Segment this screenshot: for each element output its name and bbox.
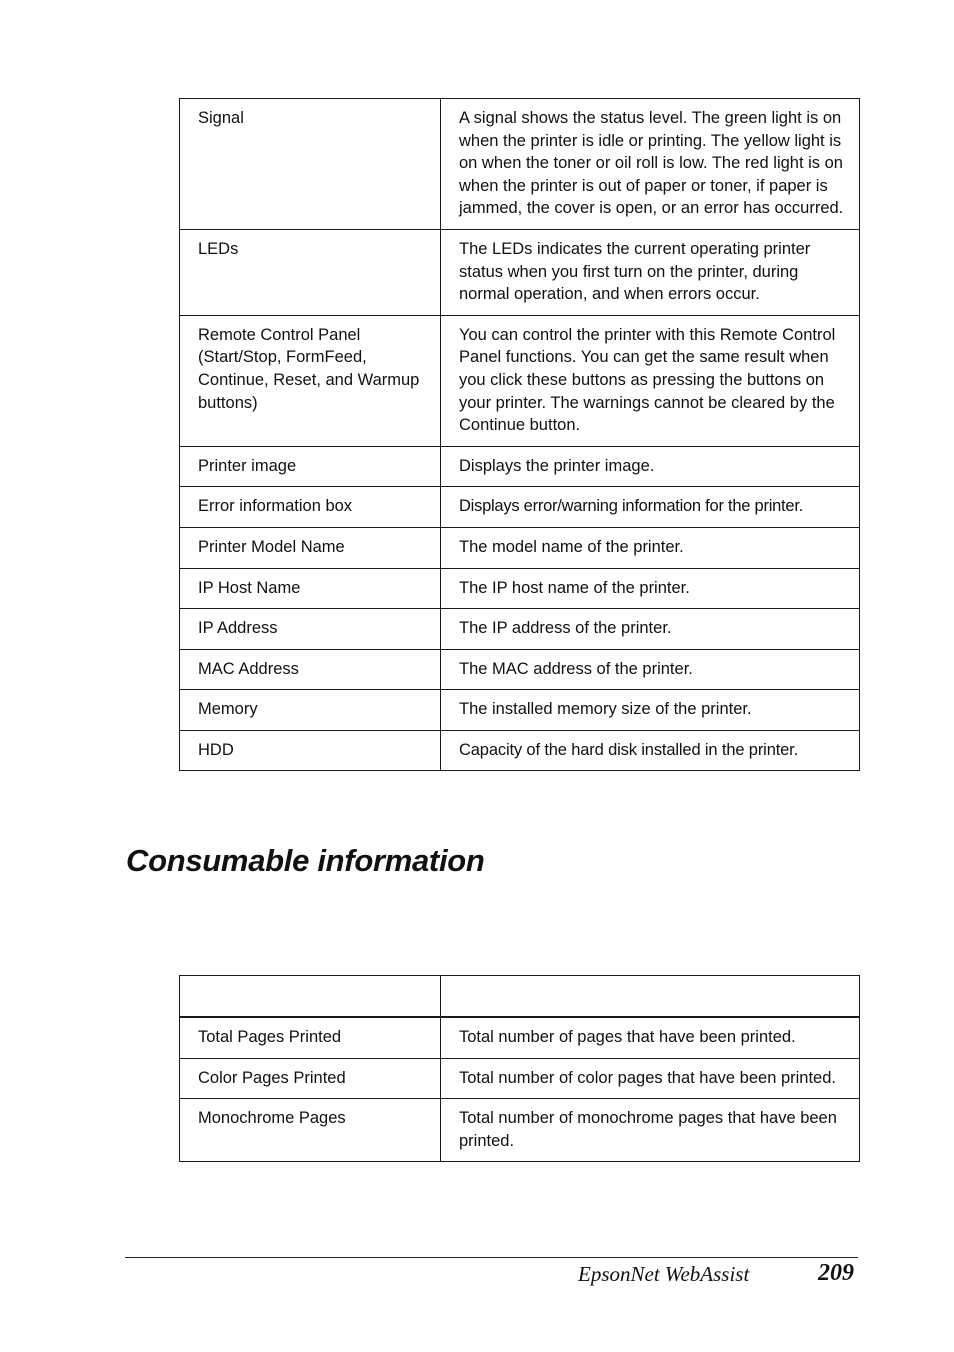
description-cell: The IP host name of the printer. <box>441 568 860 609</box>
section-heading: Consumable information <box>126 843 485 878</box>
table-row <box>180 1099 860 1162</box>
description-cell: Displays the printer image. <box>441 446 860 487</box>
table-row <box>180 229 860 315</box>
table-row <box>180 1058 860 1099</box>
item-cell: LEDs <box>180 229 441 315</box>
description-cell: The LEDs indicates the current operating printer status when you first turn on the printer, during normal operation, and when errors occur. <box>441 229 860 315</box>
item-cell: Color Pages Printed <box>180 1058 441 1099</box>
description-cell: The MAC address of the printer. <box>441 649 860 690</box>
table-row <box>180 730 860 771</box>
item-cell: Error information box <box>180 487 441 528</box>
item-cell: HDD <box>180 730 441 771</box>
description-cell: You can control the printer with this Remote Control Panel functions. You can get the same result when you click these buttons as pressing the buttons on your printer. The warnings cannot be cleared by the Continue button. <box>441 315 860 446</box>
item-cell: IP Host Name <box>180 568 441 609</box>
footer-running-title: EpsonNet WebAssist <box>578 1262 750 1286</box>
header-cell <box>180 976 441 1018</box>
page-number: 209 <box>818 1260 854 1286</box>
item-cell: MAC Address <box>180 649 441 690</box>
description-cell: Total number of monochrome pages that have been printed. <box>441 1099 860 1162</box>
table-row <box>180 690 860 731</box>
description-cell: Displays error/warning information for the printer. <box>441 487 860 528</box>
table-row <box>180 315 860 446</box>
table-row <box>180 649 860 690</box>
description-cell: Total number of color pages that have been printed. <box>441 1058 860 1099</box>
table-row <box>180 487 860 528</box>
description-cell: Total number of pages that have been printed. <box>441 1017 860 1058</box>
item-cell: Signal <box>180 99 441 230</box>
table-header-row <box>180 976 860 1018</box>
table-row <box>180 527 860 568</box>
table-row <box>180 609 860 650</box>
item-cell: Monochrome Pages <box>180 1099 441 1162</box>
item-cell: IP Address <box>180 609 441 650</box>
item-cell: Printer Model Name <box>180 527 441 568</box>
item-cell: Total Pages Printed <box>180 1017 441 1058</box>
item-cell: Remote Control Panel (Start/Stop, FormFeed, Continue, Reset, and Warmup buttons) <box>180 315 441 446</box>
description-cell: The model name of the printer. <box>441 527 860 568</box>
item-cell: Memory <box>180 690 441 731</box>
table-row <box>180 568 860 609</box>
table-row <box>180 99 860 230</box>
description-cell: A signal shows the status level. The green light is on when the printer is idle or printing. The yellow light is on when the toner or oil roll is low. The red light is on when the printer is out of paper or toner, if paper is jammed, the cover is open, or an error has occurred. <box>441 99 860 230</box>
table-row <box>180 446 860 487</box>
item-cell: Printer image <box>180 446 441 487</box>
table-row <box>180 1017 860 1058</box>
description-cell: Capacity of the hard disk installed in the printer. <box>441 730 860 771</box>
header-cell <box>441 976 860 1018</box>
footer-divider <box>125 1257 858 1258</box>
description-cell: The installed memory size of the printer. <box>441 690 860 731</box>
consumable-items-table <box>179 975 860 1162</box>
status-items-table <box>179 98 860 771</box>
description-cell: The IP address of the printer. <box>441 609 860 650</box>
